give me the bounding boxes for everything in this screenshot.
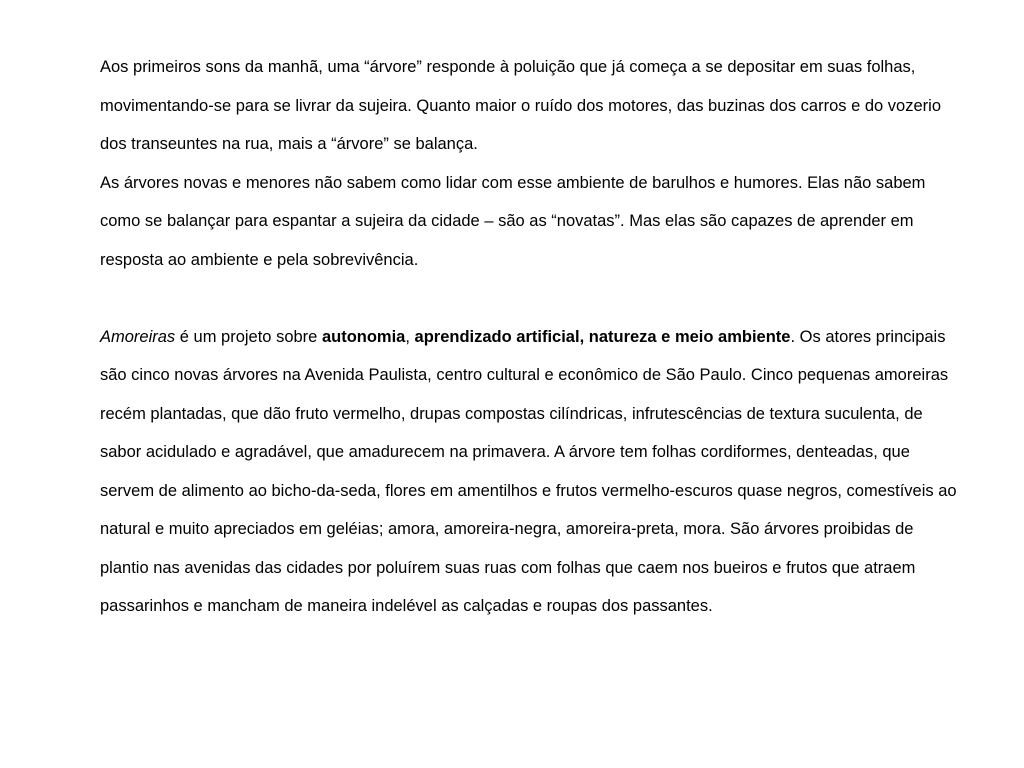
text-block xyxy=(100,48,965,626)
text-segment: , xyxy=(405,327,415,346)
project-title: Amoreiras xyxy=(100,327,176,346)
paragraph-spacer xyxy=(100,279,965,318)
paragraph-morning-tree: Aos primeiros sons da manhã, uma “árvore” responde à poluição que já começa a se depositar em suas folhas, movimentando-se para se livrar da sujeira. Quanto maior o ruído dos motores, das buzinas dos carros e do vozerio dos transeuntes na rua, mais a “árvore” se balança. xyxy=(100,58,942,153)
keyword-topics: aprendizado artificial, natureza e meio ambiente xyxy=(414,327,791,346)
paragraph-amoreiras-project xyxy=(100,318,965,626)
text-segment: . Os atores principais são cinco novas árvores na Avenida Paulista, centro cultural e econômico de São Paulo. Cinco pequenas amoreiras recém plantadas, que dão fruto vermelho, drupas compostas cilíndricas, infrutescências de textura suculenta, de sabor acidulado e agradável, que amadurecem na primavera. A árvore tem folhas cordiformes, denteadas, que servem de alimento ao bicho-da-seda, flores em amentilhos e frutos vermelho-escuros quase negros, comestíveis ao natural e muito apreciados em geléias; amora, amoreira-negra, amoreira-preta, mora. São árvores proibidas de plantio nas avenidas das cidades por poluírem suas ruas com folhas que caem nos bueiros e frutos que atraem passarinhos e mancham de maneira indelével as calçadas e roupas dos passantes. xyxy=(100,327,957,615)
paragraph-new-trees: As árvores novas e menores não sabem como lidar com esse ambiente de barulhos e humores. Elas não sabem como se balançar para espantar a sujeira da cidade – são as “novatas”. Mas elas são capazes de aprender em resposta ao ambiente e pela sobrevivência. xyxy=(100,173,926,269)
keyword-autonomia: autonomia xyxy=(321,327,406,346)
text-segment: é um projeto sobre xyxy=(175,327,322,346)
